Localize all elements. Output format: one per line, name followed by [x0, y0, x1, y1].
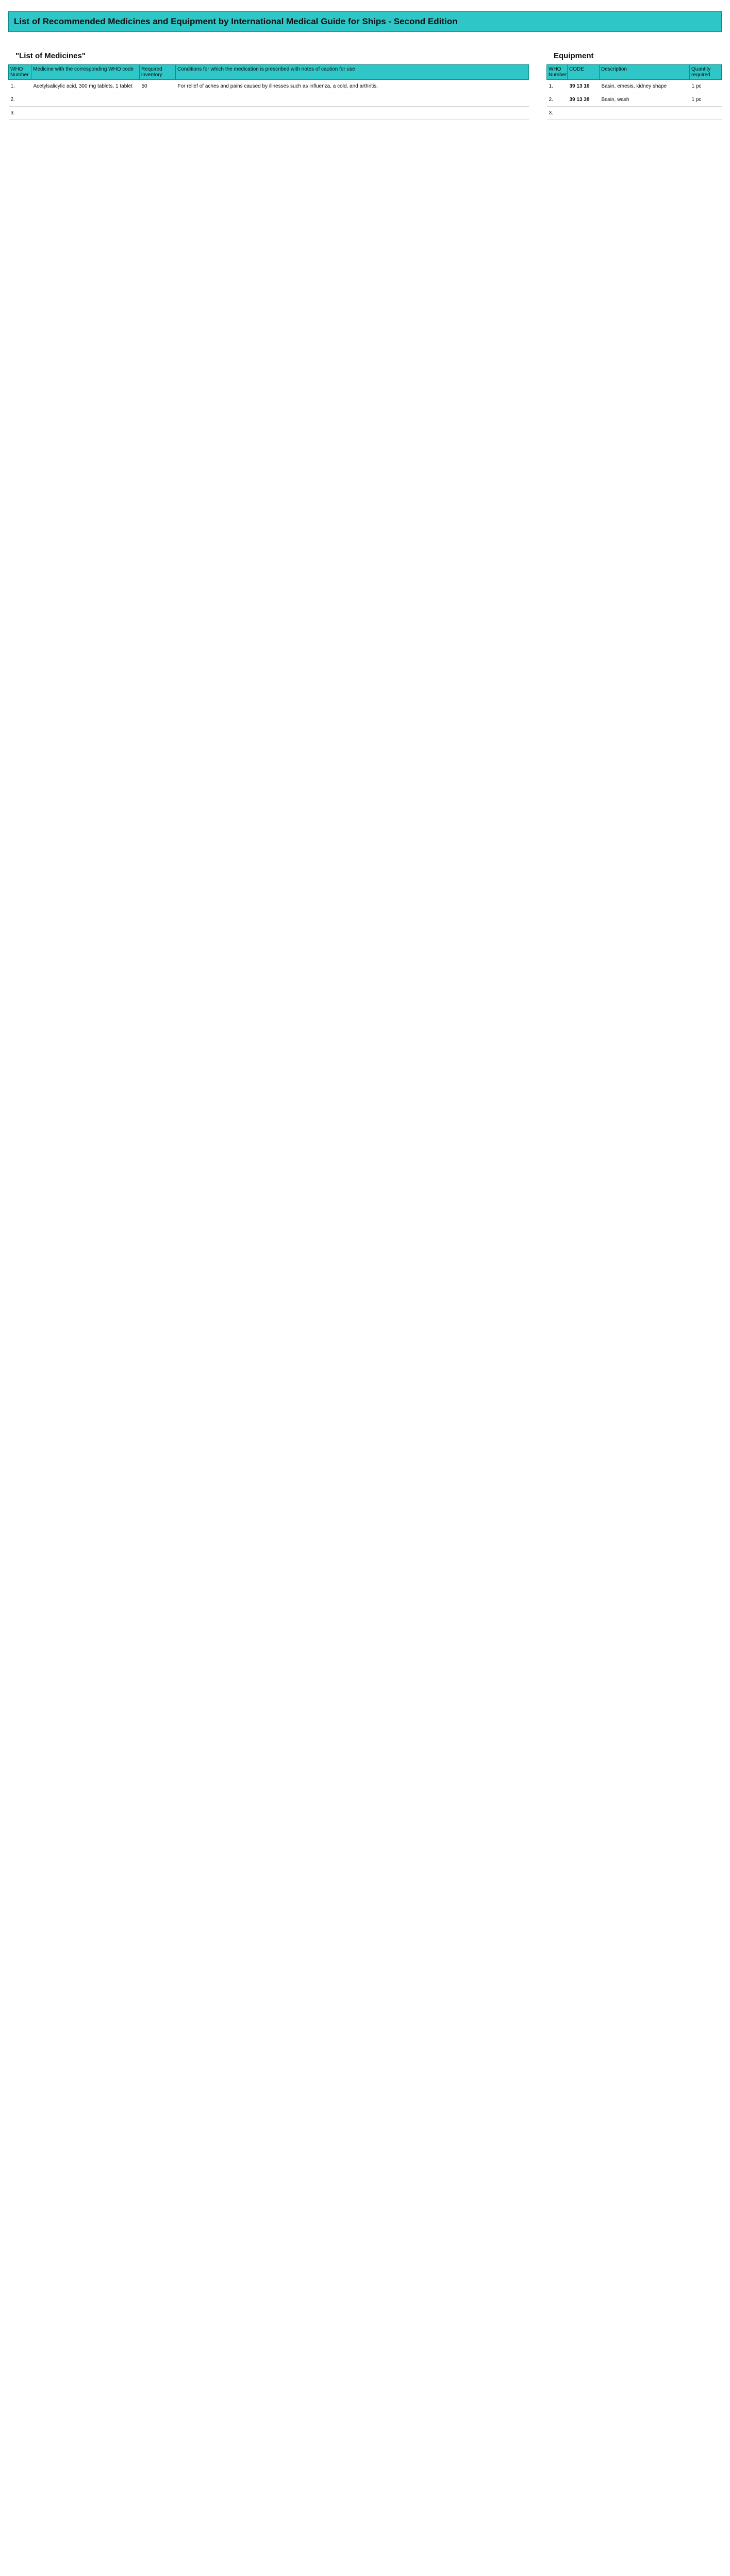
equipment-header-no: WHO Number [547, 65, 568, 80]
medicine-conditions [176, 93, 529, 107]
medicine-conditions [176, 107, 529, 120]
equipment-row [547, 107, 722, 120]
medicine-row [9, 80, 529, 93]
medicines-header-qty: Required inventory [140, 65, 176, 80]
equipment-description: Basin, wash [600, 93, 690, 107]
equipment-header-code: CODE [568, 65, 600, 80]
medicines-heading: "List of Medicines" [15, 52, 86, 60]
equipment-heading: Equipment [554, 52, 594, 60]
equipment-table [546, 64, 722, 120]
medicine-name [31, 93, 140, 107]
equipment-section [546, 52, 722, 120]
equipment-code [568, 107, 600, 120]
medicine-number: 1. [9, 80, 31, 93]
medicine-row [9, 93, 529, 107]
medicine-name [31, 107, 140, 120]
medicines-header-note: Conditions for which the medication is prescribed with notes of caution for use [176, 65, 529, 80]
medicine-quantity [140, 93, 176, 107]
equipment-description [600, 107, 690, 120]
equipment-row [547, 93, 722, 107]
equipment-number: 2. [547, 93, 568, 107]
medicine-number: 3. [9, 107, 31, 120]
equipment-description: Basin, emesis, kidney shape [600, 80, 690, 93]
medicine-number: 2. [9, 93, 31, 107]
medicine-quantity [140, 107, 176, 120]
equipment-quantity [690, 107, 722, 120]
medicines-section [8, 52, 529, 120]
equipment-header-qty: Quantity required [690, 65, 722, 80]
medicine-conditions: For relief of aches and pains caused by illnesses such as influenza, a cold, and arthritis. [176, 80, 529, 93]
equipment-number: 3. [547, 107, 568, 120]
medicine-name: Acetylsalicylic acid, 300 mg tablets, 1 tablet [31, 80, 140, 93]
equipment-code: 39 13 16 [568, 80, 600, 93]
medicines-header-no: WHO Number [9, 65, 31, 80]
medicine-row [9, 107, 529, 120]
page-title-text: List of Recommended Medicines and Equipment by International Medical Guide for Ships - Second Edition [14, 16, 458, 26]
equipment-row [547, 80, 722, 93]
page-title [8, 11, 722, 32]
equipment-code: 39 13 38 [568, 93, 600, 107]
medicines-table [8, 64, 529, 120]
medicine-quantity: 50 [140, 80, 176, 93]
equipment-number: 1. [547, 80, 568, 93]
equipment-quantity: 1 pc [690, 80, 722, 93]
medicines-header-name: Medicine with the corresponding WHO code [31, 65, 140, 80]
equipment-quantity: 1 pc [690, 93, 722, 107]
equipment-header-desc: Description [600, 65, 690, 80]
